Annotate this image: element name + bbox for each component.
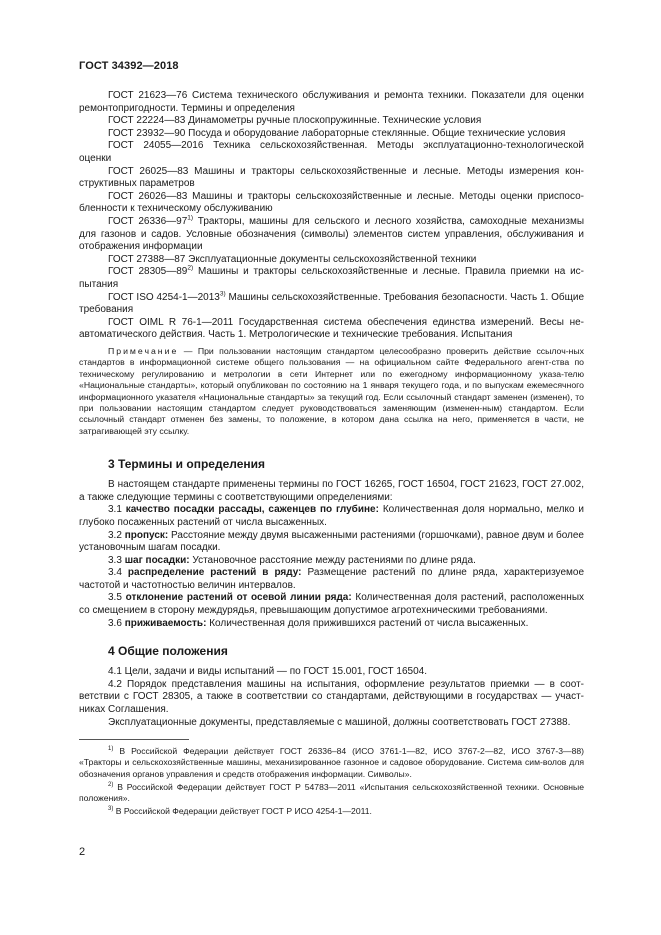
- page-content: [79, 90, 584, 819]
- reference-item: ГОСТ 26336—97$^{1)}$ Тракторы, машины для сельского и лесного хозяйства, самоходные механизмы для газонов и садов. Условные обозначения (символы) элементов систем управления, обслуживания и отображения информации: [79, 214, 585, 253]
- footnote-divider: [79, 739, 189, 740]
- section-4-title: 4 Общие положения: [108, 644, 228, 659]
- term-definition: 3.4 распределение растений в ряду: Размещение растений по длине ряда, характеризуемое частотой и частотностью величин интервалов.: [79, 567, 584, 591]
- reference-item: ГОСТ 26026—83 Машины и тракторы сельскохозяйственные и лесные. Методы оценки приспосо-бленности к техническому обслуживанию: [79, 190, 584, 215]
- note-label: Примечание: [108, 345, 179, 356]
- normative-references: [79, 90, 584, 342]
- footnote-ref[interactable]: 1): [187, 214, 194, 222]
- reference-item: ГОСТ 22224—83 Динамометры ручные плоскопружинные. Технические условия: [108, 115, 482, 127]
- reference-item: ГОСТ 23932—90 Посуда и оборудование лабораторные стеклянные. Общие технические условия: [108, 127, 566, 139]
- term-definition: 3.6 приживаемость: Количественная доля прижившихся растений от числа высаженных.: [108, 617, 529, 629]
- footnotes: [79, 746, 584, 817]
- reference-item: ГОСТ ISO 4254-1—2013$^{3)}$ Машины сельскохозяйственные. Требования безопасности. Часть 1. Общие требования: [79, 290, 585, 316]
- term-definition: 3.3 шаг посадки: Установочное расстояние между растениями по длине ряда.: [108, 554, 476, 566]
- reference-item: ГОСТ 21623—76 Система технического обслуживания и ремонта техники. Показатели для оценки ремонтопригодности. Термины и определения: [79, 90, 585, 114]
- reference-item: ГОСТ 26025—83 Машины и тракторы сельскохозяйственные и лесные. Методы измерения кон-структивных параметров: [79, 165, 584, 190]
- footnote: $^{3)}$ В Российской Федерации действует ГОСТ Р ИСО 4254-1—2011.: [108, 806, 372, 817]
- footnote: $^{1)}$ В Российской Федерации действует ГОСТ 26336–84 (ИСО 3761-1—82, ИСО 3767-2—82, ИСО 3767-3—88) «Тракторы и сельскохозяйственные машины, механизированное газонное и садовое оборудование. Система сим-волов для обозначения органов управления и средств отображения информации. Символы».: [79, 746, 584, 779]
- reference-item: ГОСТ 24055—2016 Техника сельскохозяйственная. Методы эксплуатационно-технологической оценки: [79, 140, 585, 164]
- reference-item: ГОСТ 27388—87 Эксплуатационные документы сельскохозяйственной техники: [108, 253, 477, 265]
- term-definition: 3.1 качество посадки рассады, саженцев по глубине: Количественная доля нормально, мелко и глубоко посаженных растений от числа высаженных.: [79, 504, 585, 528]
- section-3-intro: В настоящем стандарте применены термины по ГОСТ 16265, ГОСТ 16504, ГОСТ 21623, ГОСТ 27.002, а также следующие термины с соответствующими определениями:: [79, 479, 584, 503]
- section-3-title: 3 Термины и определения: [108, 457, 266, 472]
- references-note: Примечание — При пользовании настоящим стандартом целесообразно проверить действие ссылоч-ных стандартов в информационной системе общего пользования — на официальном сайте Федерального агент-ства по техническому регулированию и метрологии в сети Интернет или по ежегодному информационному указа-телю «Национальные стандарты», который опубликован по состоянию на 1 января текущего года, и по выпускам ежемесячного информационного указателя «Национальные стандарты» за текущий год. Если ссылочный стандарт заменен (изменен), то при пользовании настоящим стандартом следует руководствоваться заменяющим (изменен-ным) стандартом. Если ссылочный стандарт отменен без замены, то положение, в котором дана ссылка на него, применяется в части, не затрагивающей эту ссылку.: [79, 345, 584, 436]
- section-4-paragraph: 4.1 Цели, задачи и виды испытаний — по ГОСТ 15.001, ГОСТ 16504.: [108, 666, 428, 678]
- term-definition: 3.5 отклонение растений от осевой линии ряда: Количественная доля растений, расположенных со смещением в сторону междурядья, превышающим допустимое агротехническими требованиями.: [79, 592, 585, 617]
- page-header: ГОСТ 34392—2018: [79, 60, 179, 72]
- section-4-paragraph: 4.2 Порядок представления машины на испытания, оформление результатов приемки — в соот-ветствии с ГОСТ 28305, а также в соответствии со стандартами, действующими в государствах — участ-никах Соглашения.: [79, 678, 584, 716]
- term-definition: 3.2 пропуск: Расстояние между двумя высаженными растениями (горшочками), равное двум и более установочным шагам посадки.: [79, 529, 584, 554]
- footnote-ref[interactable]: 3): [219, 290, 226, 298]
- reference-item: ГОСТ 28305—89$^{2)}$ Машины и тракторы сельскохозяйственные и лесные. Правила приемки на ис-пытания: [79, 264, 584, 290]
- reference-item: ГОСТ OIML R 76-1—2011 Государственная система обеспечения единства измерений. Весы не-автоматического действия. Часть 1. Метрологические и технические требования. Испытания: [79, 316, 584, 341]
- footnote-ref[interactable]: 2): [187, 264, 194, 272]
- page-number: 2: [79, 846, 86, 858]
- section-4-paragraph: Эксплуатационные документы, представляемые с машиной, должны соответствовать ГОСТ 27388.: [108, 716, 571, 728]
- footnote: $^{2)}$ В Российской Федерации действует ГОСТ Р 54783—2011 «Испытания сельскохозяйственной техники. Основные положения».: [79, 781, 584, 804]
